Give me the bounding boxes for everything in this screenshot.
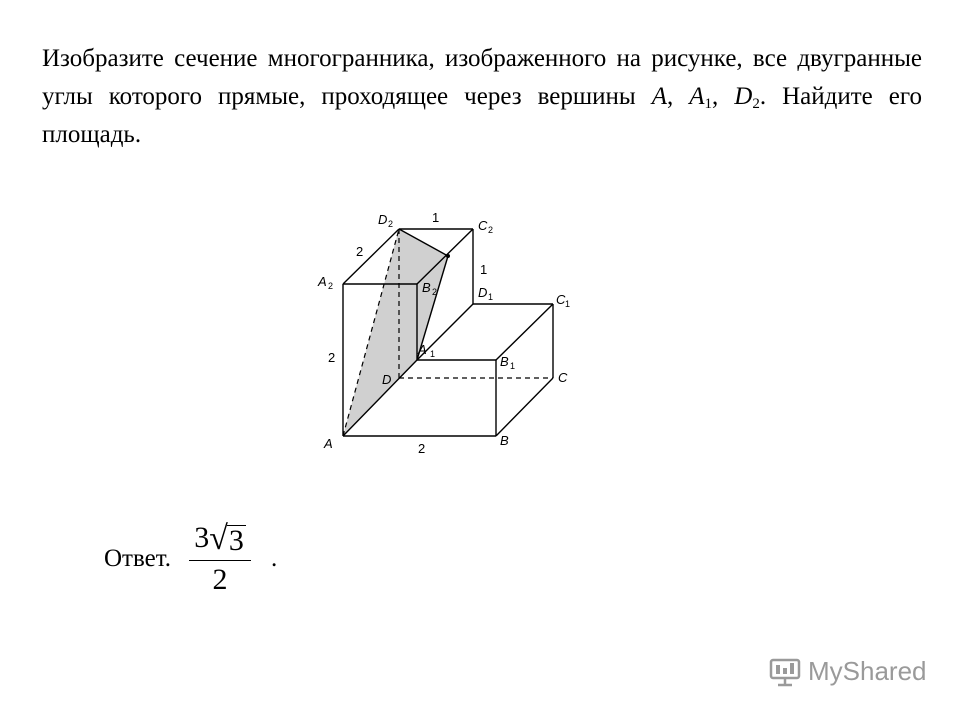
dim-left-vertical: 2 <box>328 350 336 365</box>
fraction-denominator: 2 <box>212 563 228 596</box>
separator: , <box>666 83 690 110</box>
label-D: D <box>382 372 392 387</box>
label-A2: A <box>318 274 327 289</box>
answer-period: . <box>271 544 278 572</box>
dim-top: 1 <box>432 210 440 225</box>
label-A2-sub: 2 <box>328 281 334 291</box>
answer-label: Ответ. <box>104 544 172 572</box>
presentation-icon <box>768 657 802 687</box>
watermark-logo <box>768 656 927 687</box>
label-C2: C <box>478 218 488 233</box>
radicand: 3 <box>228 524 244 557</box>
label-C: C <box>558 370 568 385</box>
polyhedron-diagram <box>312 200 602 465</box>
answer <box>104 520 277 597</box>
watermark-brand: MyShared <box>808 656 927 686</box>
label-B: B <box>500 433 509 448</box>
problem-text <box>42 40 922 154</box>
dim-right-upper: 1 <box>480 262 488 277</box>
vertex-D2: D <box>734 83 753 110</box>
fraction-bar <box>189 560 251 561</box>
label-D1: D <box>478 285 488 300</box>
coefficient: 3 <box>194 521 210 554</box>
answer-fraction <box>189 520 251 597</box>
sqrt-sign: √ <box>209 520 228 557</box>
label-B1-sub: 1 <box>510 361 516 371</box>
label-C1-sub: 1 <box>565 299 571 309</box>
vertex-D2-sub: 2 <box>752 96 760 112</box>
label-B2: B <box>422 280 431 295</box>
dim-left-upper: 2 <box>356 244 364 259</box>
vertex-A1: A <box>689 83 705 110</box>
vertex-A: A <box>651 83 667 110</box>
edge-BC <box>496 378 553 436</box>
dim-bottom: 2 <box>418 441 426 456</box>
label-C1: C <box>556 292 566 307</box>
separator: , <box>712 83 735 110</box>
label-A: A <box>324 436 333 451</box>
problem-text-part1: Изобразите сечение многогранника, изображенного на рисунке, все двугранные углы которого прямые, проходящее через вершины <box>42 45 922 110</box>
label-D2-sub: 2 <box>388 219 394 229</box>
label-D1-sub: 1 <box>488 292 494 302</box>
edge-B1C1 <box>496 304 553 360</box>
square-root <box>209 522 246 556</box>
fraction-numerator <box>190 520 250 556</box>
section-polygon <box>343 229 448 436</box>
problem-text-part2: . Найдите его площадь. <box>42 83 923 148</box>
label-C2-sub: 2 <box>488 225 494 235</box>
polyhedron-figure <box>312 200 602 465</box>
label-D2: D <box>378 212 388 227</box>
vertex-A1-sub: 1 <box>704 96 713 112</box>
label-B1: B <box>500 354 509 369</box>
label-A1: A <box>418 342 427 357</box>
label-B2-sub: 2 <box>432 287 438 297</box>
label-A1-sub: 1 <box>430 349 436 359</box>
point-B2 <box>446 254 450 258</box>
